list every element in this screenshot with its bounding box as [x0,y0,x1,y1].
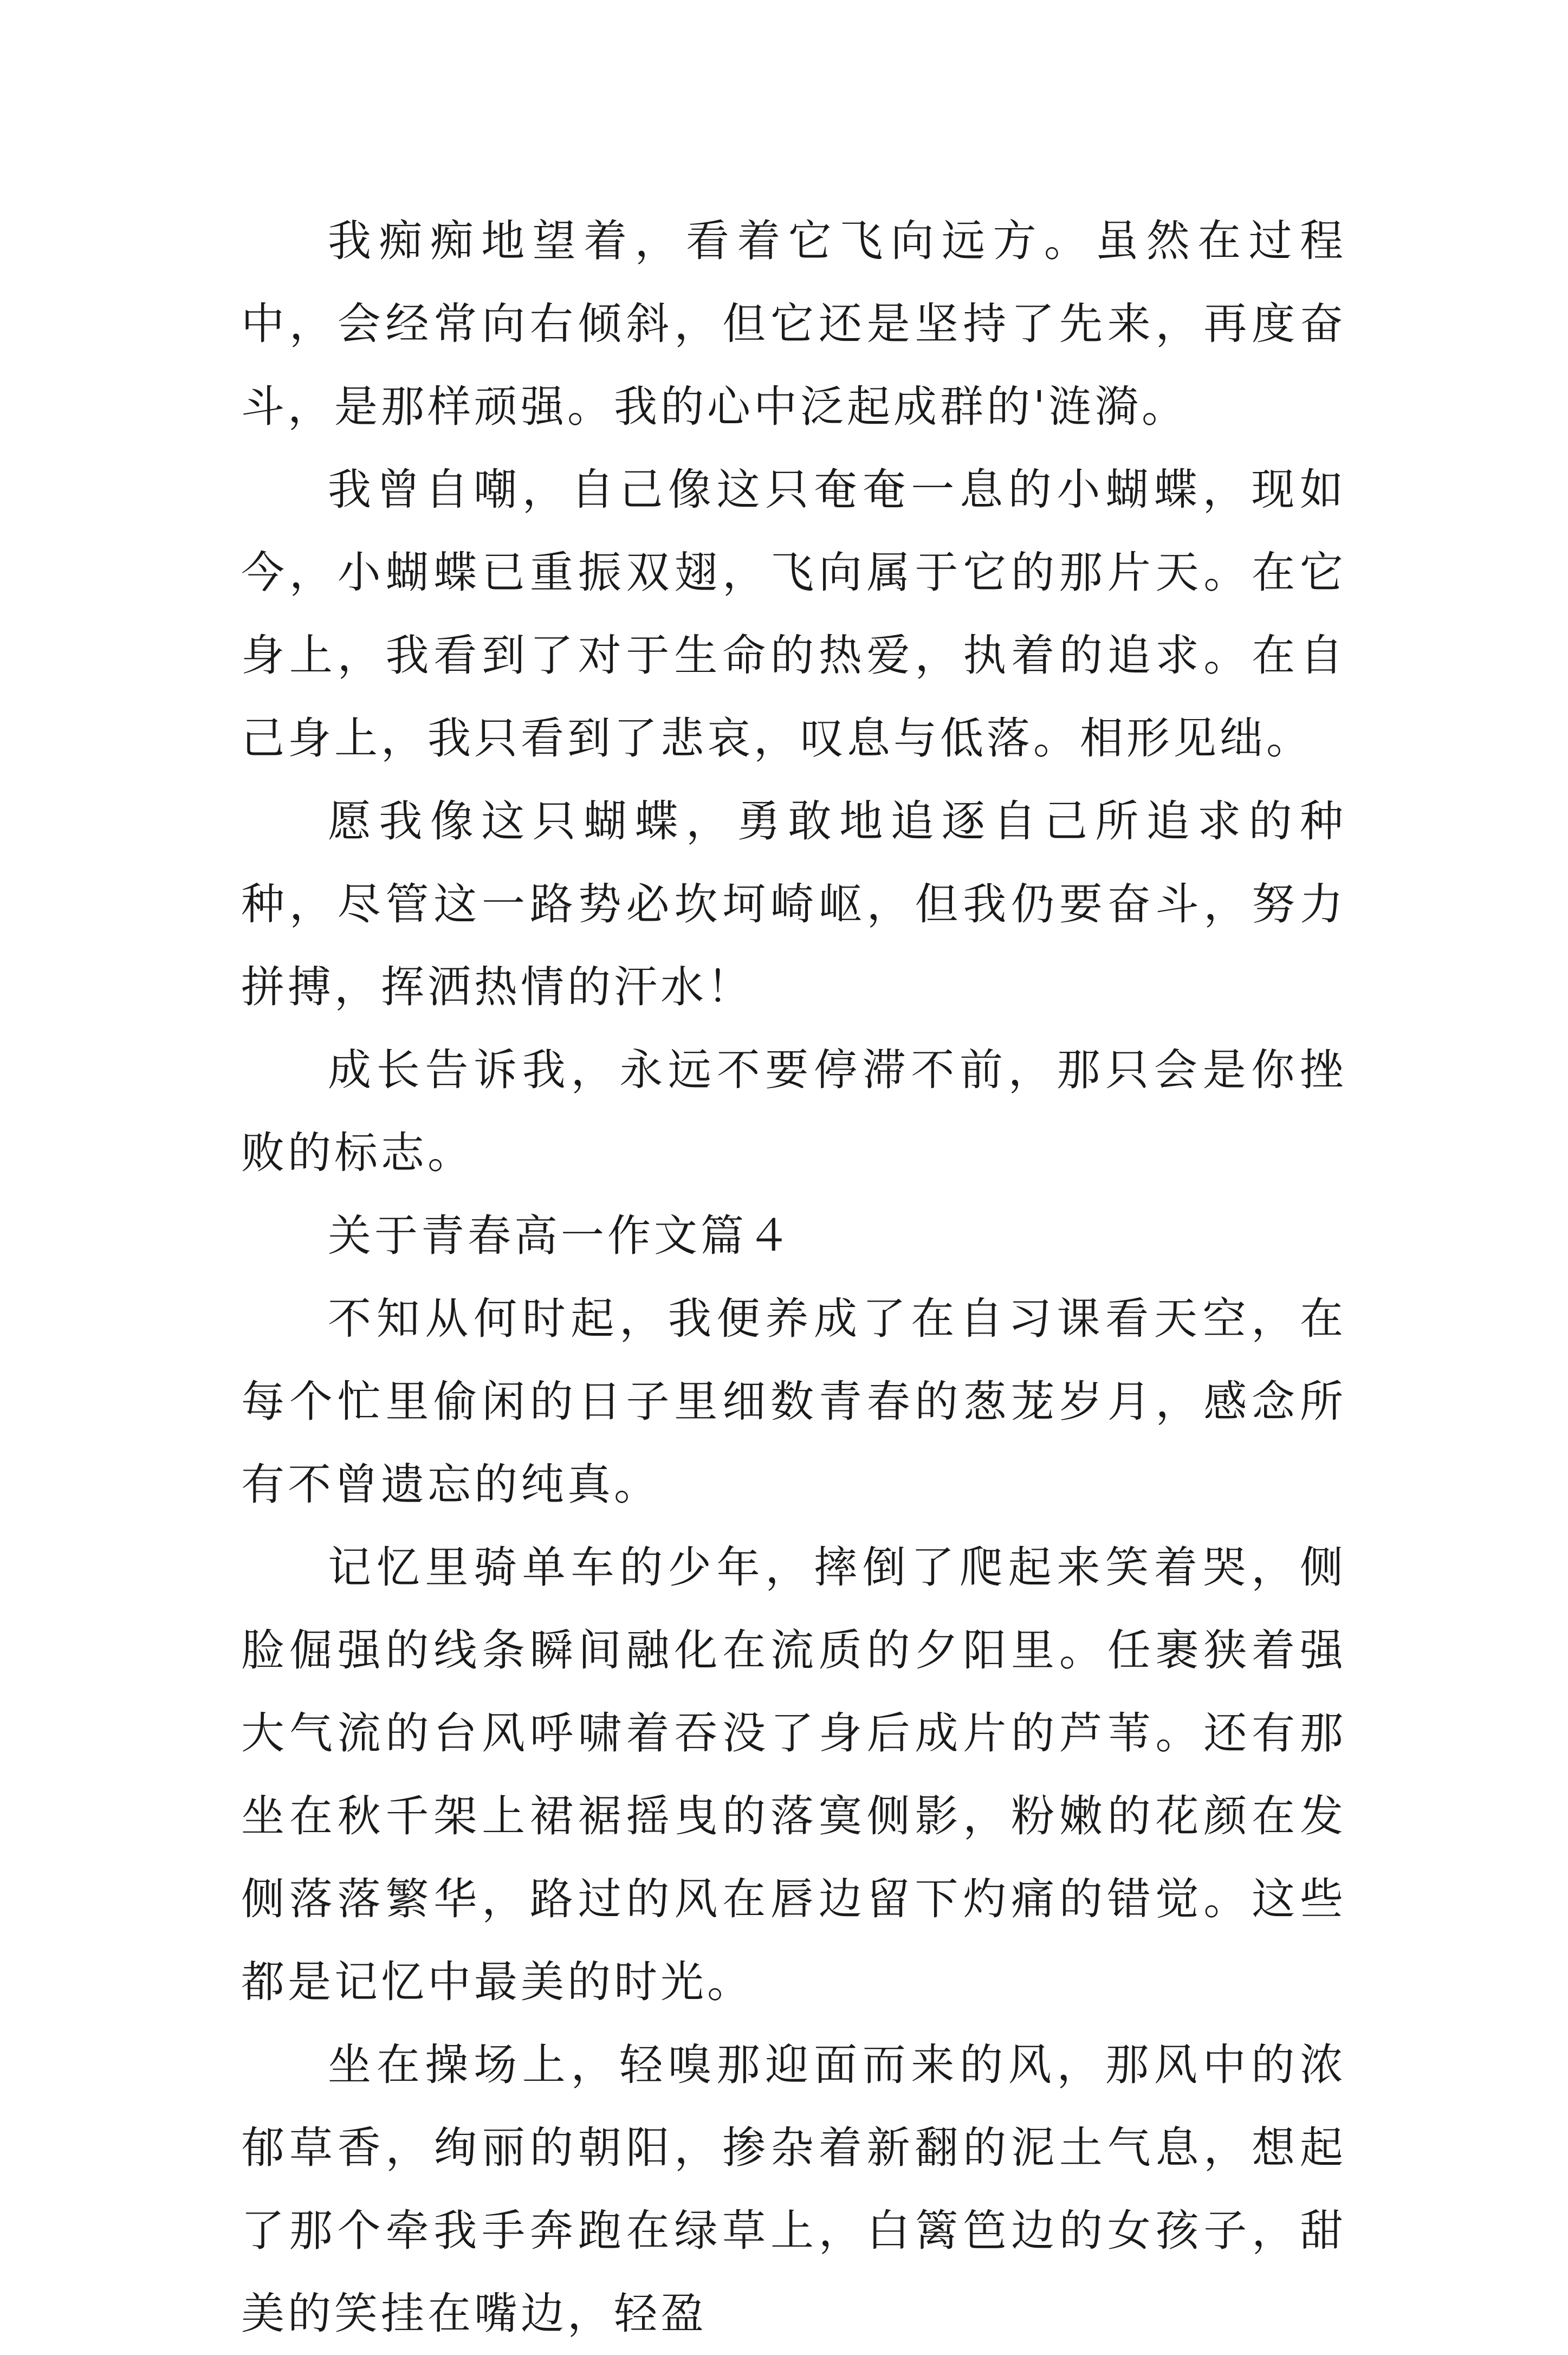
paragraph: 我痴痴地望着，看着它飞向远方。虽然在过程中，会经常向右倾斜，但它还是坚持了先来，再度奋斗，是那样顽强。我的心中泛起成群的'涟漪。 [241,216,1346,432]
paragraph: 坐在操场上，轻嗅那迎面而来的风，那风中的浓郁草香，绚丽的朝阳，掺杂着新翻的泥土气息，想起了那个牵我手奔跑在绿草上，白篱笆边的女孩子，甜美的笑挂在嘴边，轻盈 [241,2040,1346,2339]
paragraph: 愿我像这只蝴蝶，勇敢地追逐自己所追求的种种，尽管这一路势必坎坷崎岖，但我仍要奋斗，努力拼搏，挥洒热情的汗水！ [241,796,1346,1012]
paragraph: 不知从何时起，我便养成了在自习课看天空，在每个忙里偷闲的日子里细数青春的葱茏岁月，感念所有不曾遗忘的纯真。 [241,1293,1346,1510]
section-heading: 关于青春高一作文篇４ [328,1211,794,1261]
paragraph: 我曾自嘲，自己像这只奄奄一息的小蝴蝶，现如今，小蝴蝶已重振双翅，飞向属于它的那片天。在它身上，我看到了对于生命的热爱，执着的追求。在自己身上，我只看到了悲哀，叹息与低落。相形见绌。 [241,464,1346,764]
document-body [241,199,1346,2355]
paragraph: 记忆里骑单车的少年，摔倒了爬起来笑着哭，侧脸倔强的线条瞬间融化在流质的夕阳里。任裹狭着强大气流的台风呼啸着吞没了身后成片的芦苇。还有那坐在秋千架上裙裾摇曳的落寞侧影，粉嫩的花颜在发侧落落繁华，路过的风在唇边留下灼痛的错觉。这些都是记忆中最美的时光。 [241,1542,1346,2007]
paragraph: 成长告诉我，永远不要停滞不前，那只会是你挫败的标志。 [241,1045,1346,1178]
